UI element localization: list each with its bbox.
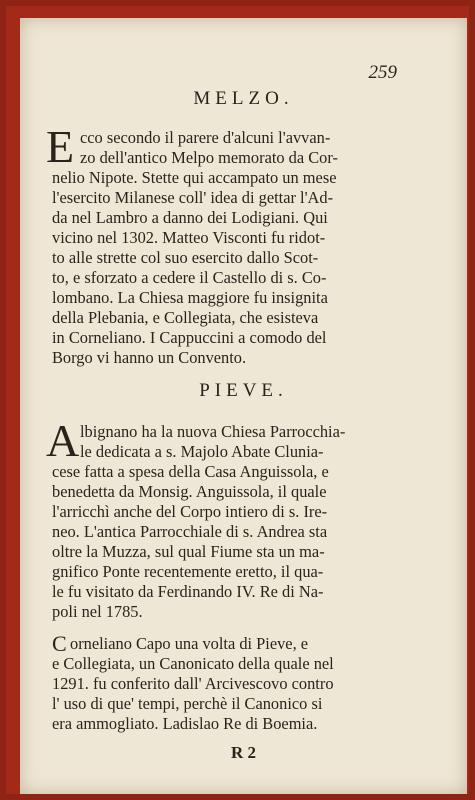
text-line: 1291. fu conferito dall' Arcivescovo contro [52, 674, 334, 693]
section-title-melzo: MELZO. [193, 88, 294, 109]
text-line: to alle strette col suo esercito dallo Scot- [52, 248, 319, 267]
text-line: e Collegiata, un Canonicato della quale nel [52, 654, 334, 673]
text-line: l'arricchì anche del Corpo intiero di s. Ire- [52, 502, 328, 521]
text-line: vicino nel 1302. Matteo Visconti fu ridot- [52, 228, 326, 247]
paragraph-melzo [46, 121, 422, 368]
text-line: era ammogliato. Ladislao Re di Boemia. [52, 714, 318, 733]
text-line: della Plebania, e Collegiata, che esisteva [52, 308, 319, 327]
paragraph-pieve [46, 415, 422, 622]
text-line: le dedicata a s. Majolo Abate Clunia- [80, 442, 324, 461]
text-line: Borgo vi hanno un Convento. [52, 348, 247, 367]
paragraph-corneliano [52, 631, 422, 734]
text-line: cese fatta a spesa della Casa Anguissola, e [52, 462, 329, 481]
page-number: 259 [368, 62, 397, 83]
text-line: to, e sforzato a cedere il Castello di s. Co- [52, 268, 327, 287]
drop-cap: C [52, 631, 67, 656]
text-line: orneliano Capo una volta di Pieve, e [70, 634, 309, 653]
signature-mark: R 2 [230, 743, 257, 762]
text-line: cco secondo il parere d'alcuni l'avvan- [80, 128, 331, 147]
book-page [20, 18, 467, 794]
text-line: gnifico Ponte recentemente eretto, il qua- [52, 562, 324, 581]
text-line: poli nel 1785. [52, 602, 143, 621]
text-line: l' uso di que' tempi, perchè il Canonico si [52, 694, 323, 713]
text-line: da nel Lambro a danno dei Lodigiani. Qui [52, 208, 328, 227]
drop-cap: A [46, 415, 80, 466]
text-line: neo. L'antica Parrocchiale di s. Andrea sta [52, 522, 328, 541]
text-line: le fu visitato da Ferdinando IV. Re di Na- [52, 582, 324, 601]
section-title-pieve: PIEVE. [199, 380, 288, 401]
text-line: nelio Nipote. Stette qui accampato un mese [52, 168, 337, 187]
drop-cap: E [46, 121, 75, 172]
text-line: lbignano ha la nuova Chiesa Parrocchia- [80, 422, 346, 441]
text-line: benedetta da Monsig. Anguissola, il quale [52, 482, 327, 501]
text-line: l'esercito Milanese coll' idea di gettar l'Ad- [52, 188, 334, 207]
text-line: zo dell'antico Melpo memorato da Cor- [80, 148, 338, 167]
text-line: in Corneliano. I Cappuccini a comodo del [52, 328, 327, 347]
text-line: lombano. La Chiesa maggiore fu insignita [52, 288, 328, 307]
red-border-frame [6, 6, 469, 794]
text-line: oltre la Muzza, sul qual Fiume sta un ma- [52, 542, 325, 561]
